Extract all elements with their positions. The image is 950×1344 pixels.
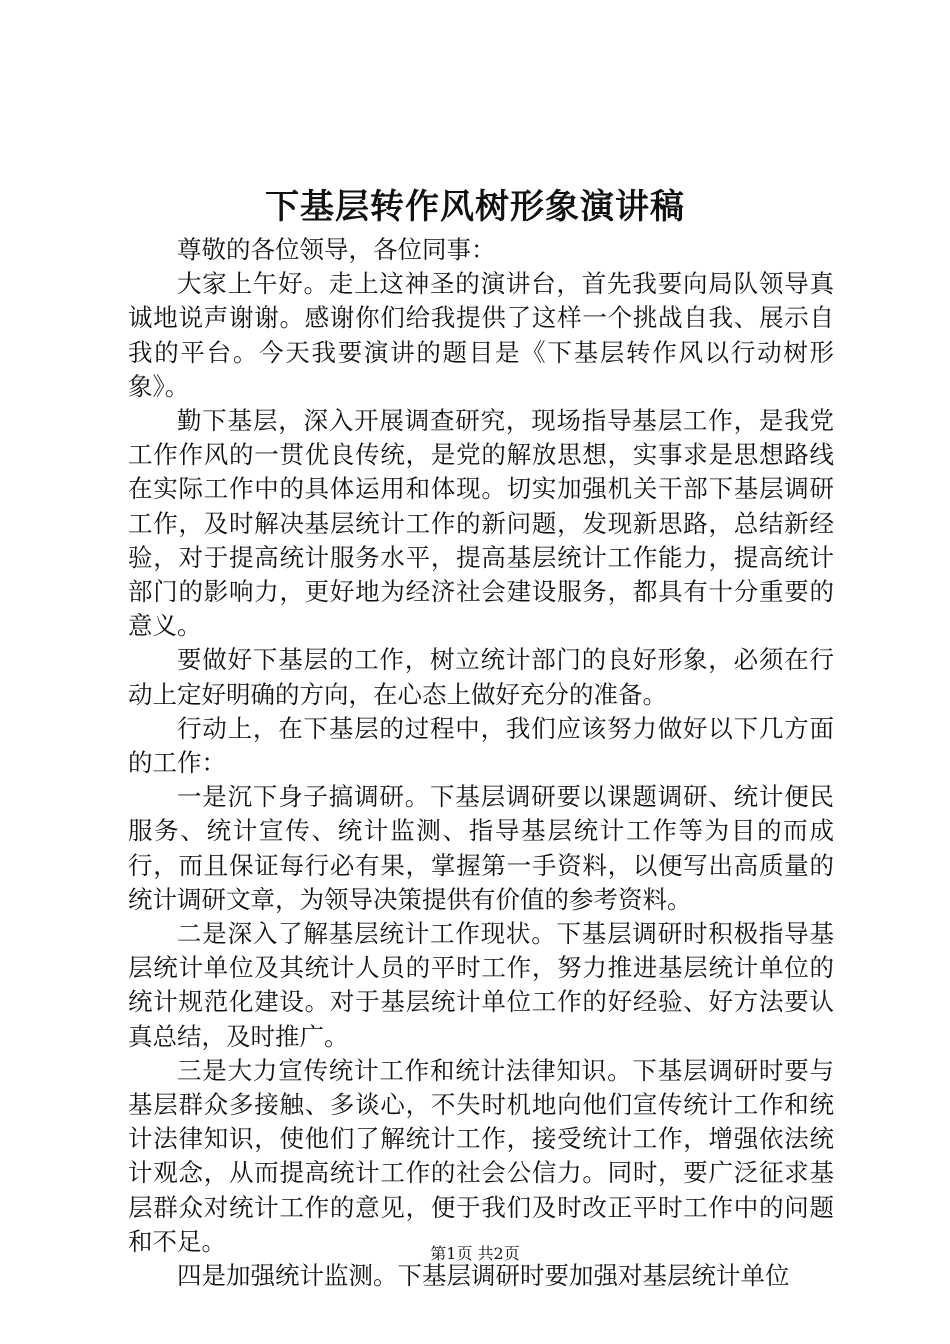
- body-paragraph: 一是沉下身子搞调研。下基层调研要以课题调研、统计便民服务、统计宣传、统计监测、指导基层统计工作等为目的而成行，而且保证每行必有果，掌握第一手资料，以便写出高质量的统计调研文章，为领导决策提供有价值的参考资料。: [128, 782, 834, 914]
- body-paragraph: 二是深入了解基层统计工作现状。下基层调研时积极指导基层统计单位及其统计人员的平时工作，努力推进基层统计单位的统计规范化建设。对于基层统计单位工作的好经验、好方法要认真总结，及时推广。: [128, 919, 834, 1051]
- body-paragraph: 勤下基层，深入开展调查研究，现场指导基层工作，是我党工作作风的一贯优良传统，是党的解放思想，实事求是思想路线在实际工作中的具体运用和体现。切实加强机关干部下基层调研工作，及时解决基层统计工作的新问题，发现新思路，总结新经验，对于提高统计服务水平，提高基层统计工作能力，提高统计部门的影响力，更好地为经济社会建设服务，都具有十分重要的意义。: [128, 406, 834, 641]
- body-paragraph: 四是加强统计监测。下基层调研时要加强对基层统计单位: [177, 1261, 790, 1291]
- body-paragraph: 大家上午好。走上这神圣的演讲台，首先我要向局队领导真诚地说声谢谢。感谢你们给我提供了这样一个挑战自我、展示自我的平台。今天我要演讲的题目是《下基层转作风以行动树形象》。: [128, 269, 834, 401]
- body-paragraph: 三是大力宣传统计工作和统计法律知识。下基层调研时要与基层群众多接触、多谈心，不失时机地向他们宣传统计工作和统计法律知识，使他们了解统计工作，接受统计工作，增强依法统计观念，从而提高统计工作的社会公信力。同时，要广泛征求基层群众对统计工作的意见，便于我们及时改正平时工作中的问题和不足。: [128, 1055, 834, 1256]
- salutation-paragraph: 尊敬的各位领导，各位同事：: [177, 235, 496, 264]
- page-number-footer: 第1页 共2页: [430, 1244, 520, 1263]
- document-title: 下基层转作风树形象演讲稿: [265, 187, 685, 227]
- body-paragraph: 要做好下基层的工作，树立统计部门的良好形象，必须在行动上定好明确的方向，在心态上做好充分的准备。: [128, 645, 834, 709]
- document-body: [128, 233, 834, 1293]
- body-paragraph: 行动上，在下基层的过程中，我们应该努力做好以下几方面的工作：: [128, 713, 834, 778]
